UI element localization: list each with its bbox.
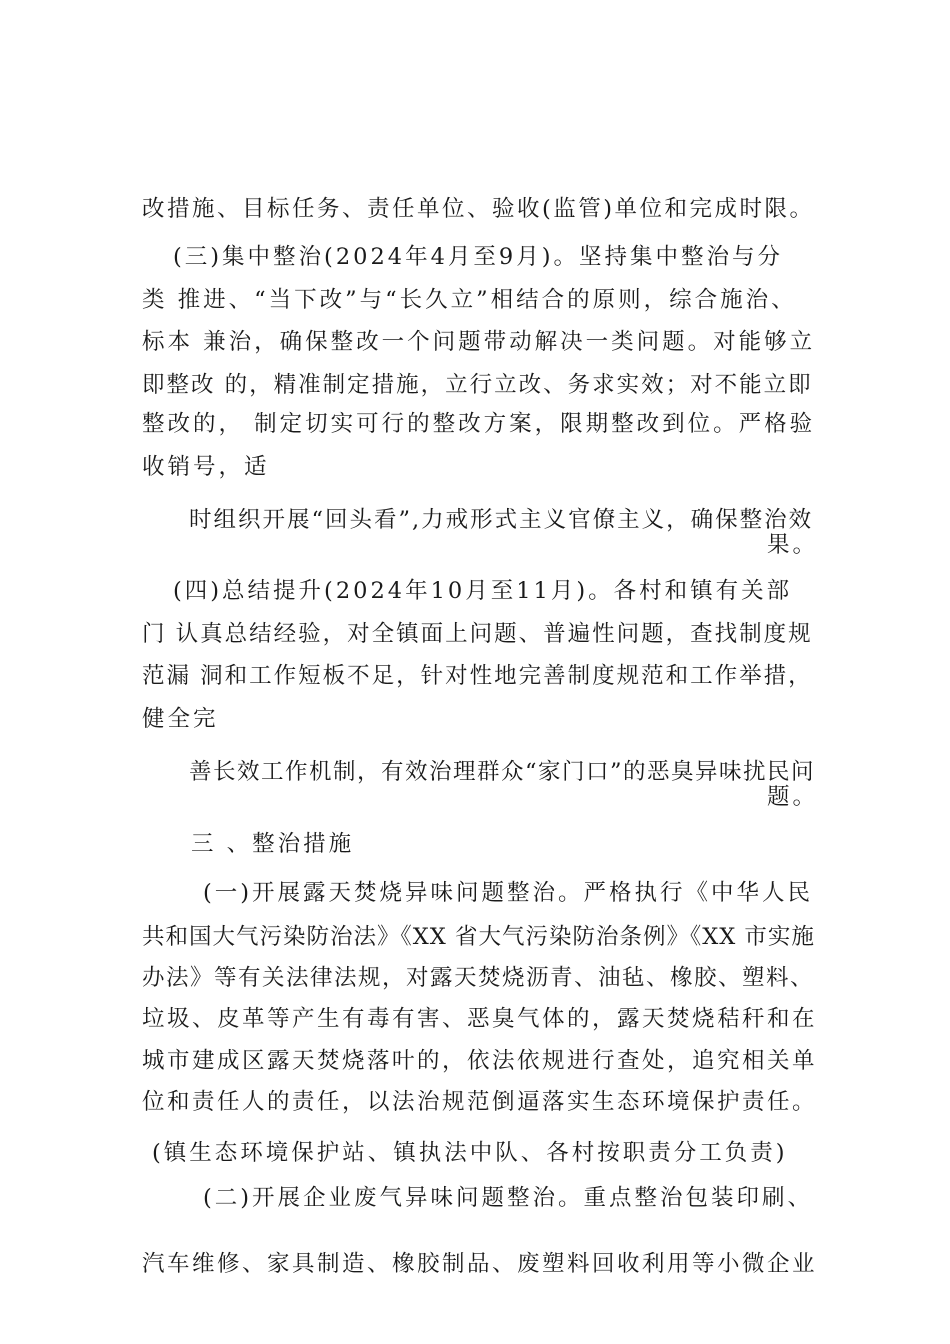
text-line: 改措施、目标任务、责任单位、验收(监管)单位和完成时限。 <box>142 196 815 222</box>
text-line: (三)集中整治(2024年4月至9月)。坚持集中整治与分 <box>173 244 784 270</box>
text-line: 整改的， 制定切实可行的整改方案，限期整改到位。严格验 <box>142 411 816 437</box>
text-line: (四)总结提升(2024年10月至11月)。各村和镇有关部 <box>173 578 793 604</box>
text-line: 果。 <box>767 532 819 558</box>
text-line: 善长效工作机制，有效治理群众“家门口”的恶臭异味扰民问 <box>189 759 816 785</box>
text-line: 门 认真总结经验，对全镇面上问题、普遍性问题，查找制度规 <box>142 621 813 647</box>
text-line: 时组织开展“回头看”,力戒形式主义官僚主义，确保整治效 <box>189 507 814 533</box>
text-line: 城市建成区露天焚烧落叶的，依法依规进行查处，追究相关单 <box>142 1048 818 1074</box>
text-line: 垃圾、皮革等产生有毒有害、恶臭气体的，露天焚烧秸秆和在 <box>142 1006 818 1032</box>
text-line: (一)开展露天焚烧异味问题整治。严格执行《中华人民 <box>203 880 814 906</box>
text-line: 范漏 洞和工作短板不足，针对性地完善制度规范和工作举措， <box>142 663 813 689</box>
text-line: 即整改 的，精准制定措施，立行立改、务求实效；对不能立即 <box>142 372 813 398</box>
text-line: 汽车维修、家具制造、橡胶制品、废塑料回收利用等小微企业 <box>142 1251 818 1277</box>
text-line: 标本 兼治，确保整改一个问题带动解决一类问题。对能够立 <box>142 329 816 355</box>
text-line: 健全完 <box>142 706 219 732</box>
text-line: 共和国大气污染防治法》《XX 省大气污染防治条例》《XX 市实施 <box>142 924 815 950</box>
text-line: 题。 <box>767 784 819 810</box>
text-line: (二)开展企业废气异味问题整治。重点整治包装印刷、 <box>203 1185 814 1211</box>
text-line: 类 推进、“当下改”与“长久立”相结合的原则，综合施治、 <box>142 287 797 313</box>
text-line: (镇生态环境保护站、镇执法中队、各村按职责分工负责) <box>152 1140 788 1166</box>
text-line: 位和责任人的责任，以法治规范倒逼落实生态环境保护责任。 <box>142 1089 818 1115</box>
text-line: 办法》等有关法律法规，对露天焚烧沥青、油毡、橡胶、塑料、 <box>142 965 815 991</box>
section-heading: 三 、整治措施 <box>191 831 355 857</box>
text-line: 收销号，适 <box>142 454 270 480</box>
